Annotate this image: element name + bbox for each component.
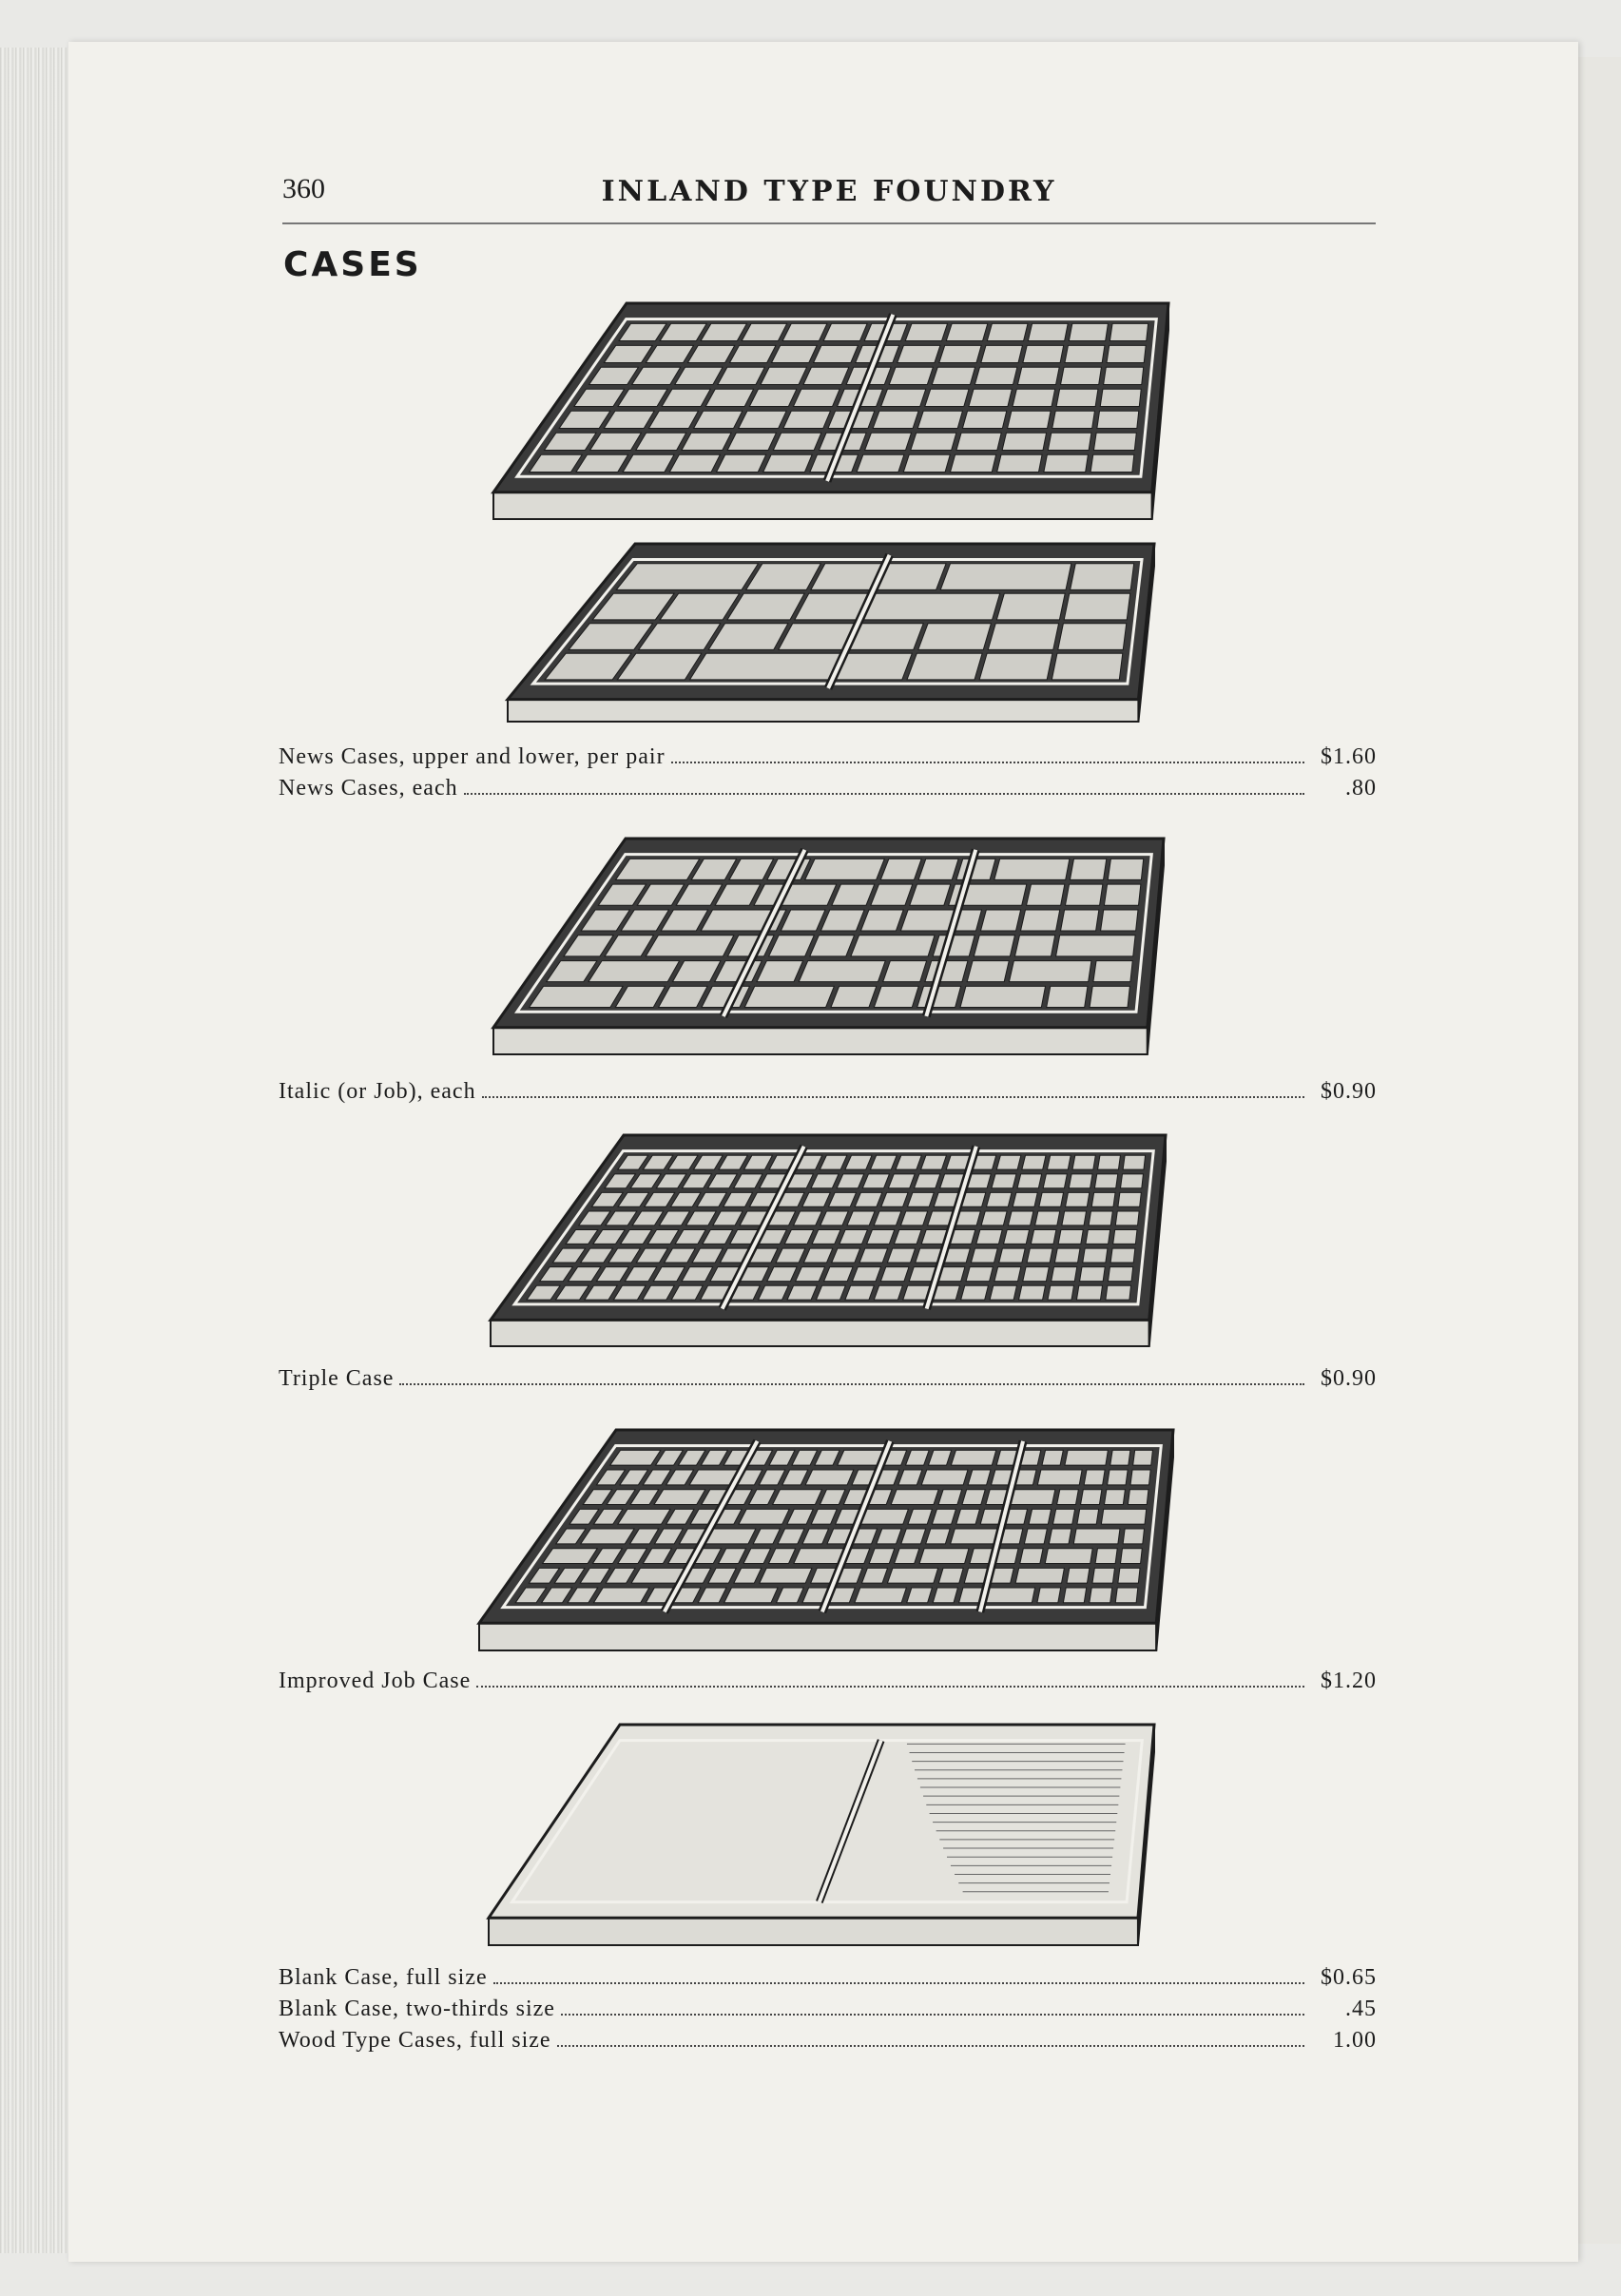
dot-leader <box>482 1095 1304 1098</box>
dot-leader <box>557 2044 1304 2047</box>
news-case-upper-illustration <box>490 299 1174 523</box>
facing-page-edge <box>1578 57 1621 2244</box>
dot-leader <box>399 1382 1304 1385</box>
item-label: Blank Case, full size <box>279 1965 488 1990</box>
item-price: 1.00 <box>1333 2028 1377 2053</box>
improved-job-case-illustration <box>475 1426 1179 1654</box>
dot-leader <box>464 792 1304 795</box>
page-header <box>282 173 1376 224</box>
item-label: Italic (or Job), each <box>279 1079 476 1104</box>
item-label: News Cases, each <box>279 776 458 801</box>
item-price: .45 <box>1345 1997 1377 2021</box>
price-line-improved-job <box>279 1664 1377 1694</box>
page-number: 360 <box>282 173 325 204</box>
item-label: Blank Case, two-thirds size <box>279 1997 555 2021</box>
item-price: $1.60 <box>1321 744 1377 769</box>
item-price: .80 <box>1345 776 1377 801</box>
triple-case-illustration <box>487 1131 1171 1350</box>
item-price: $0.90 <box>1321 1079 1377 1104</box>
section-title: CASES <box>283 245 422 284</box>
item-label: News Cases, upper and lower, per pair <box>279 744 666 769</box>
price-line-italic <box>279 1074 1377 1105</box>
price-line-news-pair <box>279 740 1377 770</box>
dot-leader <box>561 2013 1304 2016</box>
dot-leader <box>671 761 1304 763</box>
italic-job-case-illustration <box>490 835 1169 1058</box>
price-line-blank-two-thirds <box>279 1992 1377 2022</box>
news-case-lower-illustration <box>504 540 1160 725</box>
price-line-news-each <box>279 771 1377 801</box>
item-price: $0.90 <box>1321 1366 1377 1391</box>
item-label: Triple Case <box>279 1366 395 1391</box>
item-price: $0.65 <box>1321 1965 1377 1990</box>
blank-case-illustration <box>485 1721 1160 1949</box>
dot-leader <box>476 1685 1304 1688</box>
price-line-blank-full <box>279 1960 1377 1991</box>
price-line-triple <box>279 1361 1377 1392</box>
dot-leader <box>493 1981 1304 1984</box>
price-line-wood-type <box>279 2023 1377 2054</box>
item-label: Improved Job Case <box>279 1669 472 1693</box>
book-page-edges <box>0 48 76 2253</box>
item-label: Wood Type Cases, full size <box>279 2028 551 2053</box>
running-title: INLAND TYPE FOUNDRY <box>601 175 1057 208</box>
item-price: $1.20 <box>1321 1669 1377 1693</box>
